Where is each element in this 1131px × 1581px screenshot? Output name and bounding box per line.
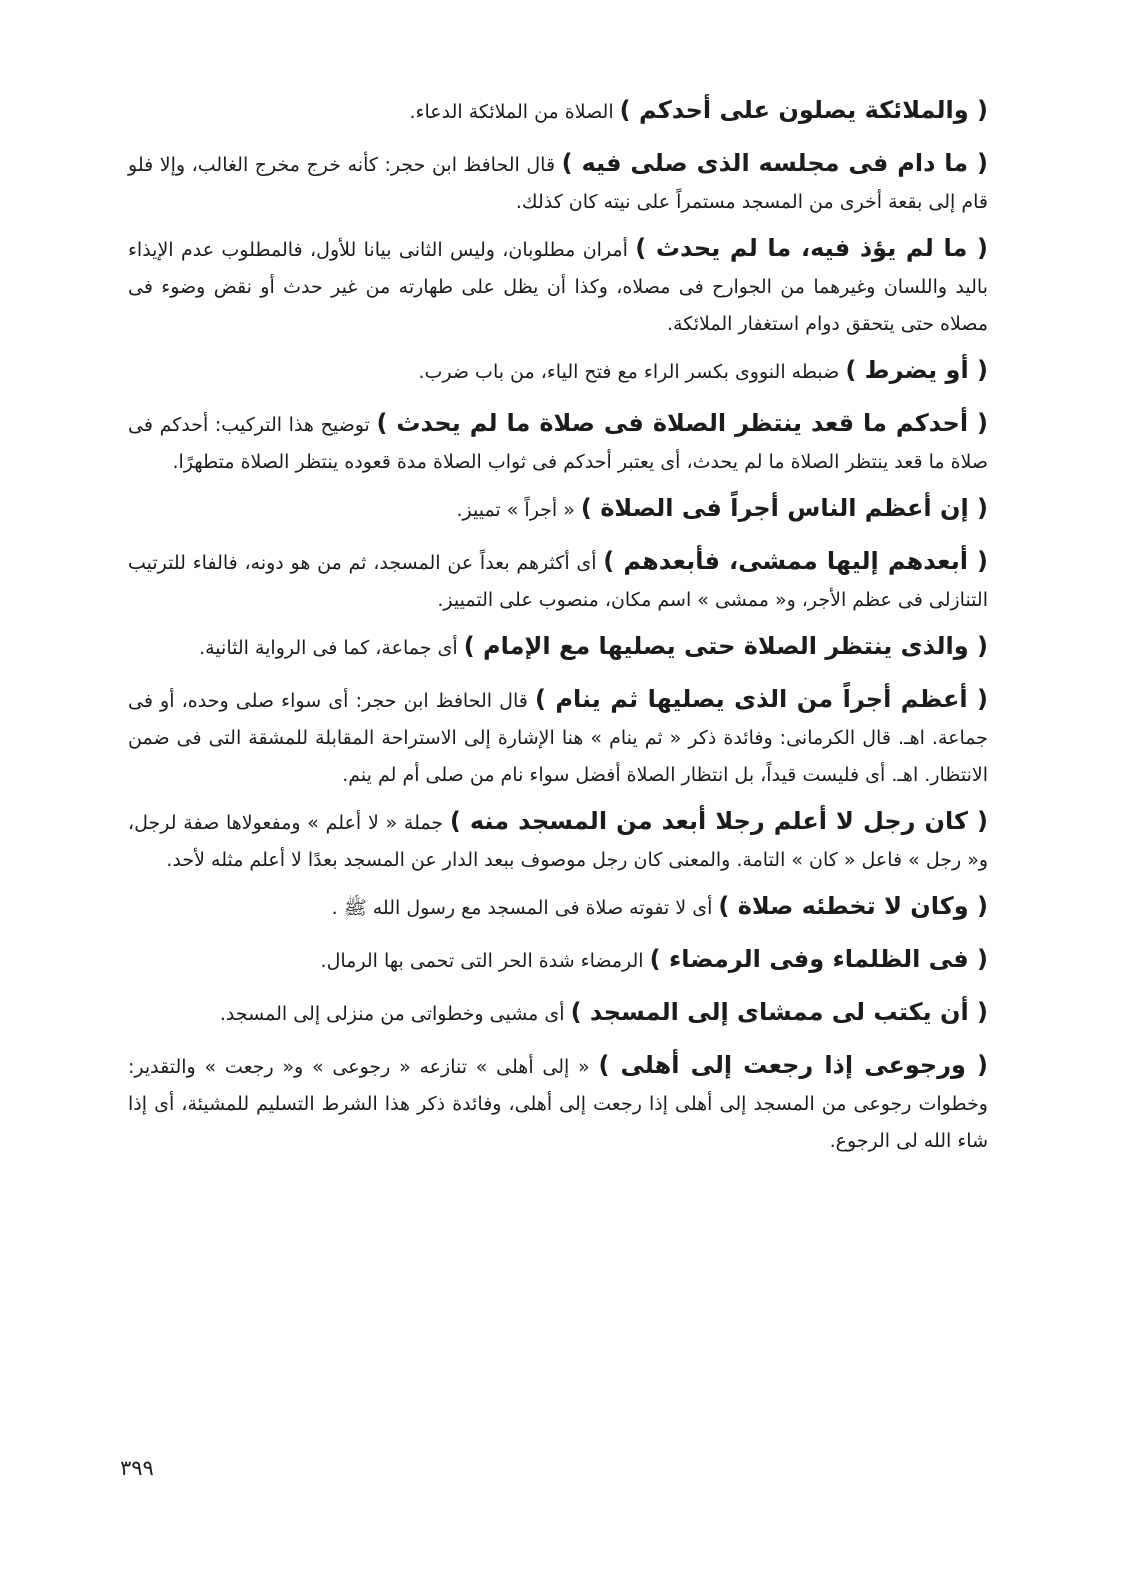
hadith-phrase: ( ما دام فى مجلسه الذى صلى فيه ) xyxy=(561,149,988,177)
explanation: « أجراً » تمييز. xyxy=(456,499,581,521)
hadith-phrase: ( وكان لا تخطئه صلاة ) xyxy=(718,892,988,920)
page-number: ٣٩٩ xyxy=(120,1456,154,1480)
commentary-paragraph xyxy=(128,230,988,343)
commentary-paragraph xyxy=(128,92,988,131)
hadith-phrase: ( فى الظلماء وفى الرمضاء ) xyxy=(649,945,988,973)
commentary-paragraph xyxy=(128,1047,988,1160)
explanation: ضبطه النووى بكسر الراء مع فتح الياء، من باب ضرب. xyxy=(418,361,846,383)
commentary-paragraph xyxy=(128,405,988,481)
explanation: أى مشيى وخطواتى من منزلى إلى المسجد. xyxy=(219,1003,571,1025)
explanation: أمران مطلوبان، وليس الثانى بيانا للأول، فالمطلوب عدم الإيذاء باليد واللسان وغيرهما من الجوارح فى مصلاه، وكذا أن يظل على طهارته من غير حدث أو نقض وضوء فى مصلاه حتى يتحقق دوام استغفار الملائكة. xyxy=(128,239,988,335)
hadith-phrase: ( إن أعظم الناس أجراً فى الصلاة ) xyxy=(580,494,988,522)
hadith-phrase: ( والملائكة يصلون على أحدكم ) xyxy=(619,96,988,124)
explanation: أى لا تفوته صلاة فى المسجد مع رسول الله ﷺ . xyxy=(331,897,719,919)
explanation: أى جماعة، كما فى الرواية الثانية. xyxy=(199,637,464,659)
commentary-paragraph xyxy=(128,145,988,221)
explanation: جملة « لا أعلم » ومفعولاها صفة لرجل، و« رجل » فاعل « كان » التامة. والمعنى كان رجل موصوف ببعد الدار عن المسجد بعدًا لا أعلم مثله لأحد. xyxy=(128,812,988,871)
commentary-paragraph xyxy=(128,994,988,1033)
explanation: الرمضاء شدة الحر التى تحمى بها الرمال. xyxy=(320,950,650,972)
commentary-paragraph xyxy=(128,628,988,667)
commentary-paragraph xyxy=(128,941,988,980)
commentary-paragraph xyxy=(128,681,988,794)
explanation: توضيح هذا التركيب: أحدكم فى صلاة ما قعد ينتظر الصلاة ما لم يحدث، أى يعتبر أحدكم فى ثواب الصلاة مدة قعوده ينتظر الصلاة متطهرًا. xyxy=(128,414,988,473)
commentary-paragraph xyxy=(128,352,988,391)
hadith-phrase: ( أعظم أجراً من الذى يصليها ثم ينام ) xyxy=(534,685,988,713)
hadith-phrase: ( والذى ينتظر الصلاة حتى يصليها مع الإمام ) xyxy=(463,632,988,660)
explanation: قال الحافظ ابن حجر: أى سواء صلى وحده، أو فى جماعة. اهـ. قال الكرمانى: وفائدة ذكر « ثم ينام » هنا الإشارة إلى الاستراحة المقابلة للمشقة التى فى ضمن الانتظار. اهـ. أى فليست قيداً، بل انتظار الصلاة أفضل سواء نام من صلى أم لم ينم. xyxy=(128,690,988,786)
explanation: « إلى أهلى » تنازعه « رجوعى » و« رجعت » والتقدير: وخطوات رجوعى من المسجد إلى أهلى إذا رجعت إلى أهلى، وفائدة ذكر هذا الشرط التسليم للمشيئة، أى إذا شاء الله لى الرجوع. xyxy=(128,1056,988,1152)
hadith-phrase: ( أو يضرط ) xyxy=(845,356,988,384)
hadith-phrase: ( ورجوعى إذا رجعت إلى أهلى ) xyxy=(598,1051,989,1079)
hadith-phrase: ( كان رجل لا أعلم رجلا أبعد من المسجد منه ) xyxy=(449,807,989,835)
hadith-phrase: ( أبعدهم إليها ممشى، فأبعدهم ) xyxy=(603,547,989,575)
commentary-text xyxy=(128,92,988,1169)
commentary-paragraph xyxy=(128,543,988,619)
commentary-paragraph xyxy=(128,888,988,927)
hadith-phrase: ( أن يكتب لى ممشاى إلى المسجد ) xyxy=(570,998,988,1026)
explanation: الصلاة من الملائكة الدعاء. xyxy=(409,101,620,123)
explanation: أى أكثرهم بعداً عن المسجد، ثم من هو دونه، فالفاء للترتيب التنازلى فى عظم الأجر، و« ممشى » اسم مكان، منصوب على التمييز. xyxy=(128,552,988,611)
hadith-phrase: ( ما لم يؤذ فيه، ما لم يحدث ) xyxy=(635,234,988,262)
commentary-paragraph xyxy=(128,803,988,879)
hadith-phrase: ( أحدكم ما قعد ينتظر الصلاة فى صلاة ما لم يحدث ) xyxy=(376,409,988,437)
commentary-paragraph xyxy=(128,490,988,529)
explanation: قال الحافظ ابن حجر: كأنه خرج مخرج الغالب، وإلا فلو قام إلى بقعة أخرى من المسجد مستمراً على نيته كان كذلك. xyxy=(128,154,988,213)
